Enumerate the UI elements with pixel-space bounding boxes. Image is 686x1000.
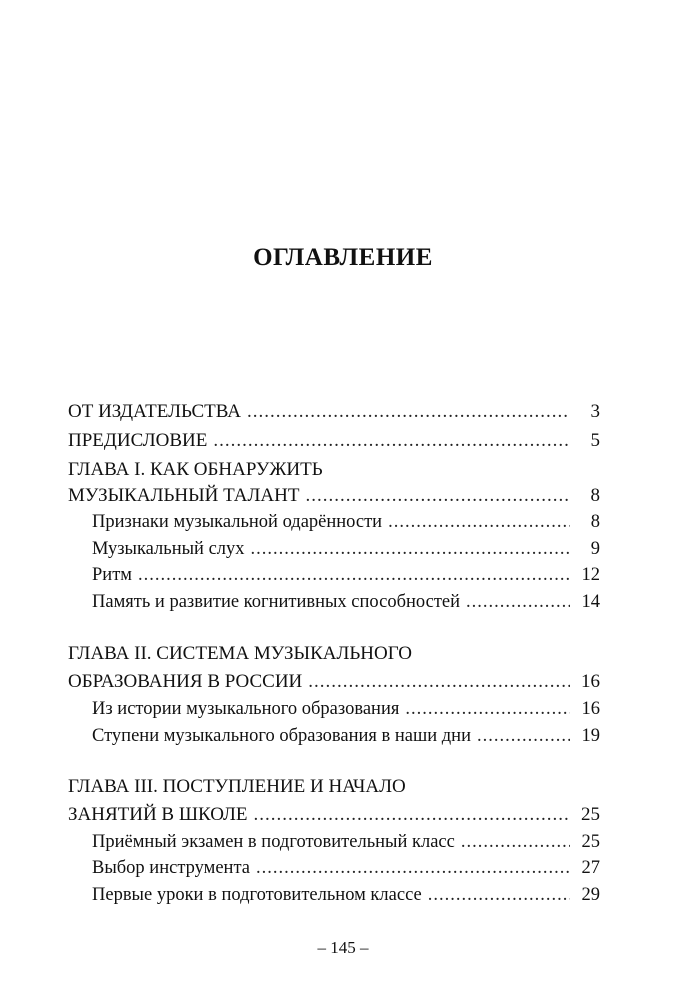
- toc-section-label: Признаки музыкальной одарённости: [92, 512, 383, 532]
- toc-entry-label: МУЗЫКАЛЬНЫЙ ТАЛАНТ: [68, 485, 300, 506]
- toc-entry-preface[interactable]: [68, 429, 600, 453]
- dot-leader: [477, 724, 570, 748]
- toc-page-number: 16: [581, 671, 600, 692]
- toc-section-label: Первые уроки в подготовительном классе: [92, 885, 422, 905]
- dot-leader: [308, 670, 570, 694]
- page-number-footer: – 145 –: [317, 938, 369, 957]
- toc-section[interactable]: [92, 724, 600, 748]
- toc-page-number: 14: [581, 592, 600, 612]
- dot-leader: [247, 400, 570, 424]
- toc-entry-label: ОТ ИЗДАТЕЛЬСТВА: [68, 401, 241, 422]
- toc-section[interactable]: [92, 563, 600, 587]
- dot-leader: [254, 803, 571, 827]
- toc-section[interactable]: [92, 590, 600, 614]
- toc-page-number: 9: [590, 539, 600, 559]
- toc-entry-label: ОБРАЗОВАНИЯ В РОССИИ: [68, 671, 303, 692]
- dot-leader: [466, 590, 570, 614]
- toc-section[interactable]: [92, 856, 600, 880]
- dot-leader: [405, 697, 570, 721]
- dot-leader: [428, 883, 570, 907]
- dot-leader: [251, 537, 570, 561]
- toc-page-number: 12: [581, 565, 600, 585]
- dot-leader: [213, 429, 570, 453]
- toc-section-label: Ритм: [92, 565, 132, 585]
- toc-section[interactable]: [92, 830, 600, 854]
- toc-section-label: Приёмный экзамен в подготовительный класс: [92, 832, 455, 852]
- toc-page-number: 16: [581, 699, 600, 719]
- toc-section[interactable]: [92, 537, 600, 561]
- toc-page-number: 19: [581, 726, 600, 746]
- toc-page-number: 25: [581, 804, 600, 825]
- toc-section-label: Ступени музыкального образования в наши дни: [92, 726, 471, 746]
- toc-entry-label: ПРЕДИСЛОВИЕ: [68, 430, 208, 451]
- toc-section[interactable]: [92, 510, 600, 534]
- toc-section[interactable]: [92, 883, 600, 907]
- dot-leader: [461, 830, 570, 854]
- chapter-2-heading-line-1: ГЛАВА II. СИСТЕМА МУЗЫКАЛЬНОГО: [68, 643, 412, 664]
- page-title: ОГЛАВЛЕНИЕ: [253, 244, 433, 271]
- toc-page-number: 25: [581, 832, 600, 852]
- toc-page-number: 3: [590, 401, 600, 422]
- toc-section[interactable]: [92, 697, 600, 721]
- toc-page-number: 27: [581, 858, 600, 878]
- toc-entry-chapter-3[interactable]: [68, 803, 600, 827]
- toc-page-number: 29: [581, 885, 600, 905]
- toc-section-label: Память и развитие когнитивных способностей: [92, 592, 461, 612]
- toc-page-number: 8: [590, 485, 600, 506]
- toc-entry-label: ЗАНЯТИЙ В ШКОЛЕ: [68, 804, 248, 825]
- dot-leader: [305, 484, 570, 508]
- toc-section-label: Из истории музыкального образования: [92, 699, 400, 719]
- toc-page-number: 5: [590, 430, 600, 451]
- dot-leader: [388, 510, 570, 534]
- toc-section-label: Выбор инструмента: [92, 858, 250, 878]
- chapter-1-heading-line-1: ГЛАВА I. КАК ОБНАРУЖИТЬ: [68, 459, 323, 480]
- toc-entry-from-publisher[interactable]: [68, 400, 600, 424]
- dot-leader: [138, 563, 570, 587]
- toc-entry-chapter-2[interactable]: [68, 670, 600, 694]
- toc-section-label: Музыкальный слух: [92, 539, 245, 559]
- dot-leader: [256, 856, 570, 880]
- toc-entry-chapter-1[interactable]: [68, 484, 600, 508]
- toc-page-number: 8: [590, 512, 600, 532]
- chapter-3-heading-line-1: ГЛАВА III. ПОСТУПЛЕНИЕ И НАЧАЛО: [68, 776, 406, 797]
